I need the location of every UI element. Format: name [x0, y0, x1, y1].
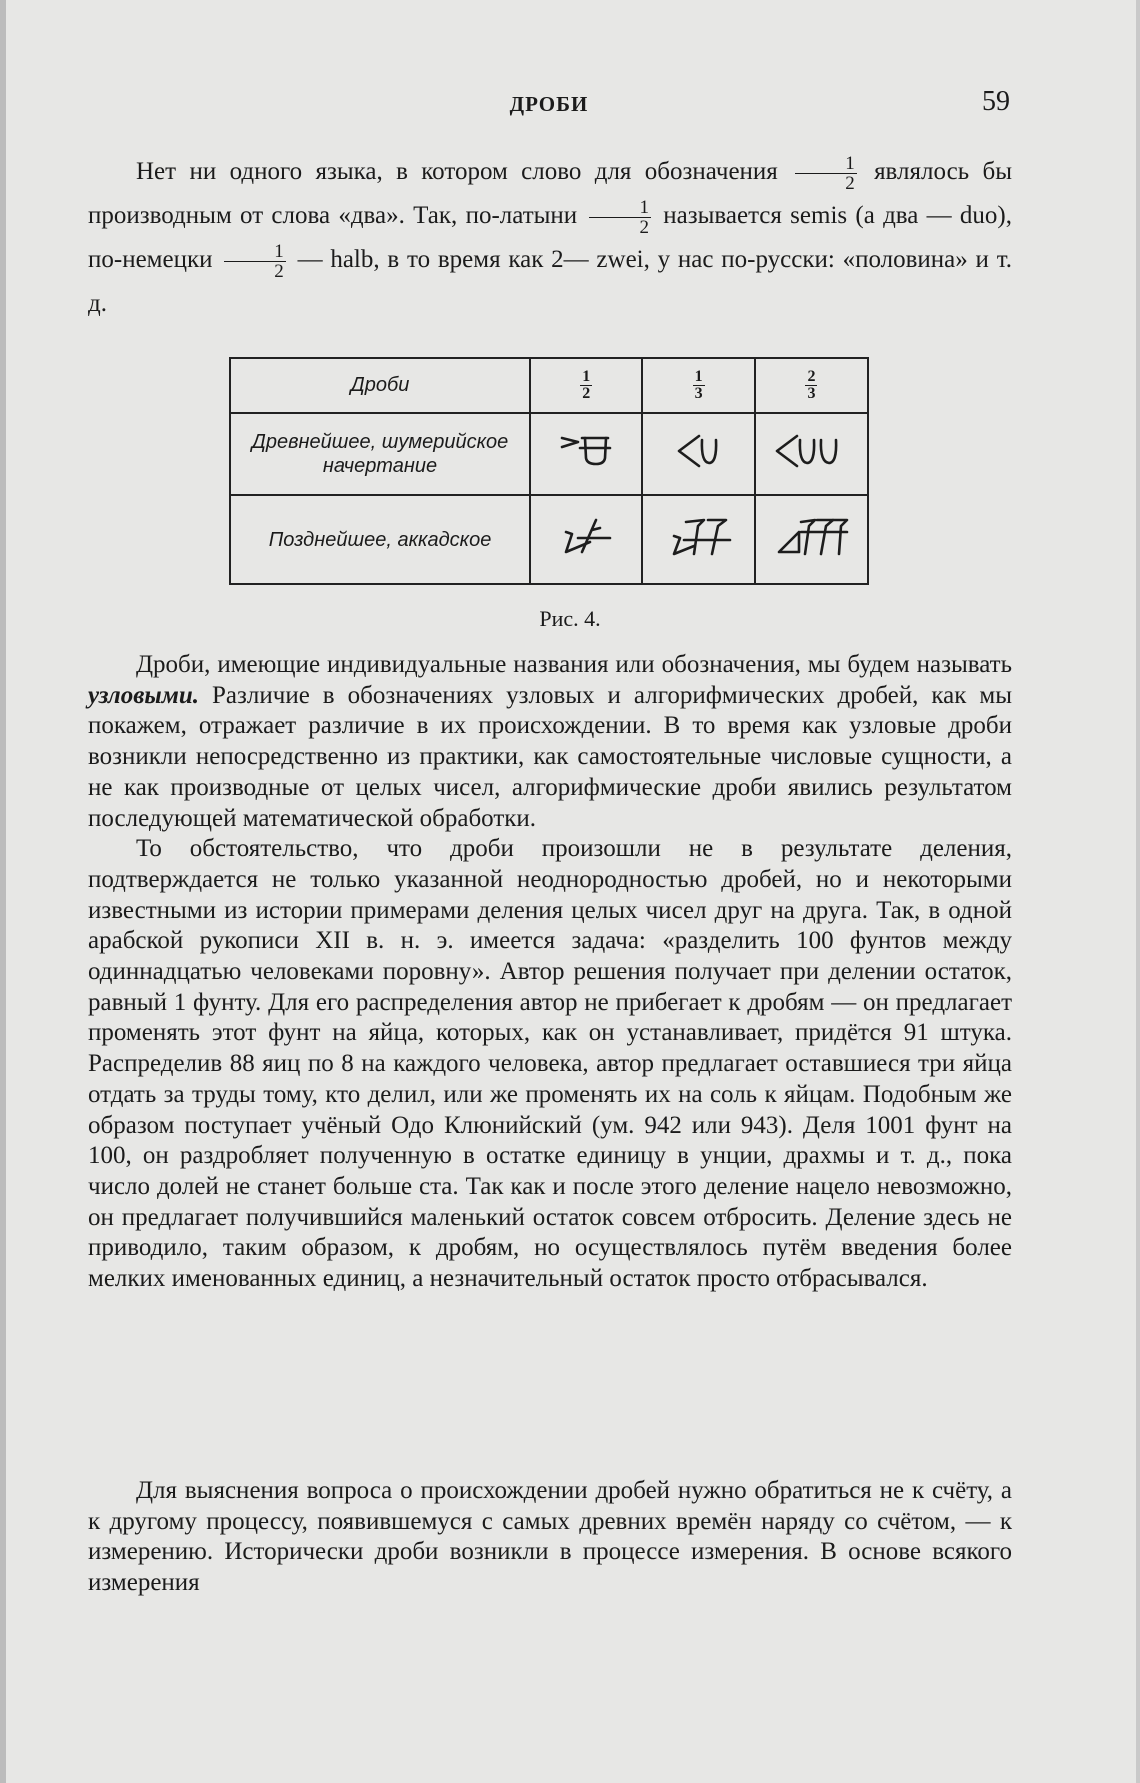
- page-number: 59: [982, 86, 1010, 117]
- table-header-fraction: $\frac{1}{2}$: [530, 358, 642, 413]
- intro-text-2: являлось бы производным от слова «два». Так, по-латыни: [88, 158, 1012, 229]
- sumerian-one-half-sign: [530, 413, 642, 496]
- running-title: ДРОБИ: [509, 92, 589, 116]
- sumerian-one-third-sign: [642, 413, 755, 496]
- fraction-one-half: $\frac{1}{2}$: [795, 154, 857, 193]
- table-header-row: [230, 358, 868, 413]
- intro-paragraph: [88, 150, 1012, 326]
- table-row: [230, 413, 868, 496]
- body-text-last: [88, 1476, 1012, 1599]
- emphasized-term: узловыми.: [88, 681, 200, 709]
- intro-text-1: Нет ни одного языка, в котором слово для обозначения: [136, 158, 778, 185]
- akkadian-two-thirds-sign: [755, 495, 868, 584]
- akkadian-one-third-sign: [642, 495, 755, 584]
- row-label-sumerian: Древнейшее, шумерийское начертание: [230, 413, 530, 496]
- cuneiform-fractions-table: [229, 357, 869, 585]
- paragraph: То обстоятельство, что дроби произошли не в результате деления, подтверждается не только указанной неоднородностью дробей, но и некоторыми известными из истории примерами деления целых чисел друг на друга. Так, в одной арабской рукописи XII в. н. э. имеется задача: «разделить 100 фунтов между одиннадцатью человеками поровну». Автор решения получает при делении остаток, равный 1 фунту. Для его распределения автор не прибегает к дробям — он предлагает променять этот фунт на яйца, которых, как он устанавливает, придётся 91 штука. Распределив 88 яиц по 8 на каждого человека, автор предлагает оставшиеся три яйца отдать за труды тому, кто делил, или же променять их на соль к яйцам. Подобным же образом поступает учёный Одо Клюнийский (ум. 942 или 943). Деля 1001 фунт на 100, он раздробляет полученную в остатке единицу в унции, драхмы и т. д., пока число долей не станет больше ста. Так как и после этого деление нацело невозможно, он предлагает получившийся маленький остаток совсем отбросить. Деление здесь не приводило, таким образом, к дробям, но осуществлялось путём введения более мелких именованных единиц, а незначительный остаток просто отбрасывался.: [88, 835, 1012, 1293]
- table-header-fraction: $\frac{1}{3}$: [642, 358, 755, 413]
- page-header: [88, 88, 1010, 120]
- row-label-akkadian: Позднейшее, аккадское: [230, 495, 530, 584]
- sumerian-two-thirds-sign: [755, 413, 868, 496]
- intro-text-4: — halb, в то время как 2— zwei, у нас по-русски: «половина» и т. д.: [88, 246, 1012, 317]
- body-text: [88, 650, 1012, 1295]
- figure-caption: Рис. 4.: [539, 606, 601, 631]
- intro-text-3: называется semis (a два — duo), по-немецки: [88, 202, 1013, 273]
- paragraph: Для выяснения вопроса о происхождении дробей нужно обратиться не к счёту, а к другому процессу, появившемуся с самых древних времён наряду со счётом, — к измерению. Исторически дроби возникли в процессе измерения. В основе всякого измерения: [88, 1477, 1012, 1597]
- table-header-fraction: $\frac{2}{3}$: [755, 358, 868, 413]
- table-header-label: Дроби: [230, 358, 530, 413]
- fraction-one-half: $\frac{1}{2}$: [589, 198, 651, 237]
- table-row: [230, 495, 868, 584]
- paragraph: Дроби, имеющие индивидуальные названия или обозначения, мы будем называть узловыми. Различие в обозначениях узловых и алгорифмических дробей, как мы покажем, отражает различие в их происхождении. В то время как узловые дроби возникли непосредственно из практики, как самостоятельные числовые сущности, а не как производные от целых чисел, алгорифмические дроби явились результатом последующей математической обработки.: [88, 651, 1012, 832]
- fraction-one-half: $\frac{1}{2}$: [224, 242, 286, 281]
- akkadian-one-half-sign: [530, 495, 642, 584]
